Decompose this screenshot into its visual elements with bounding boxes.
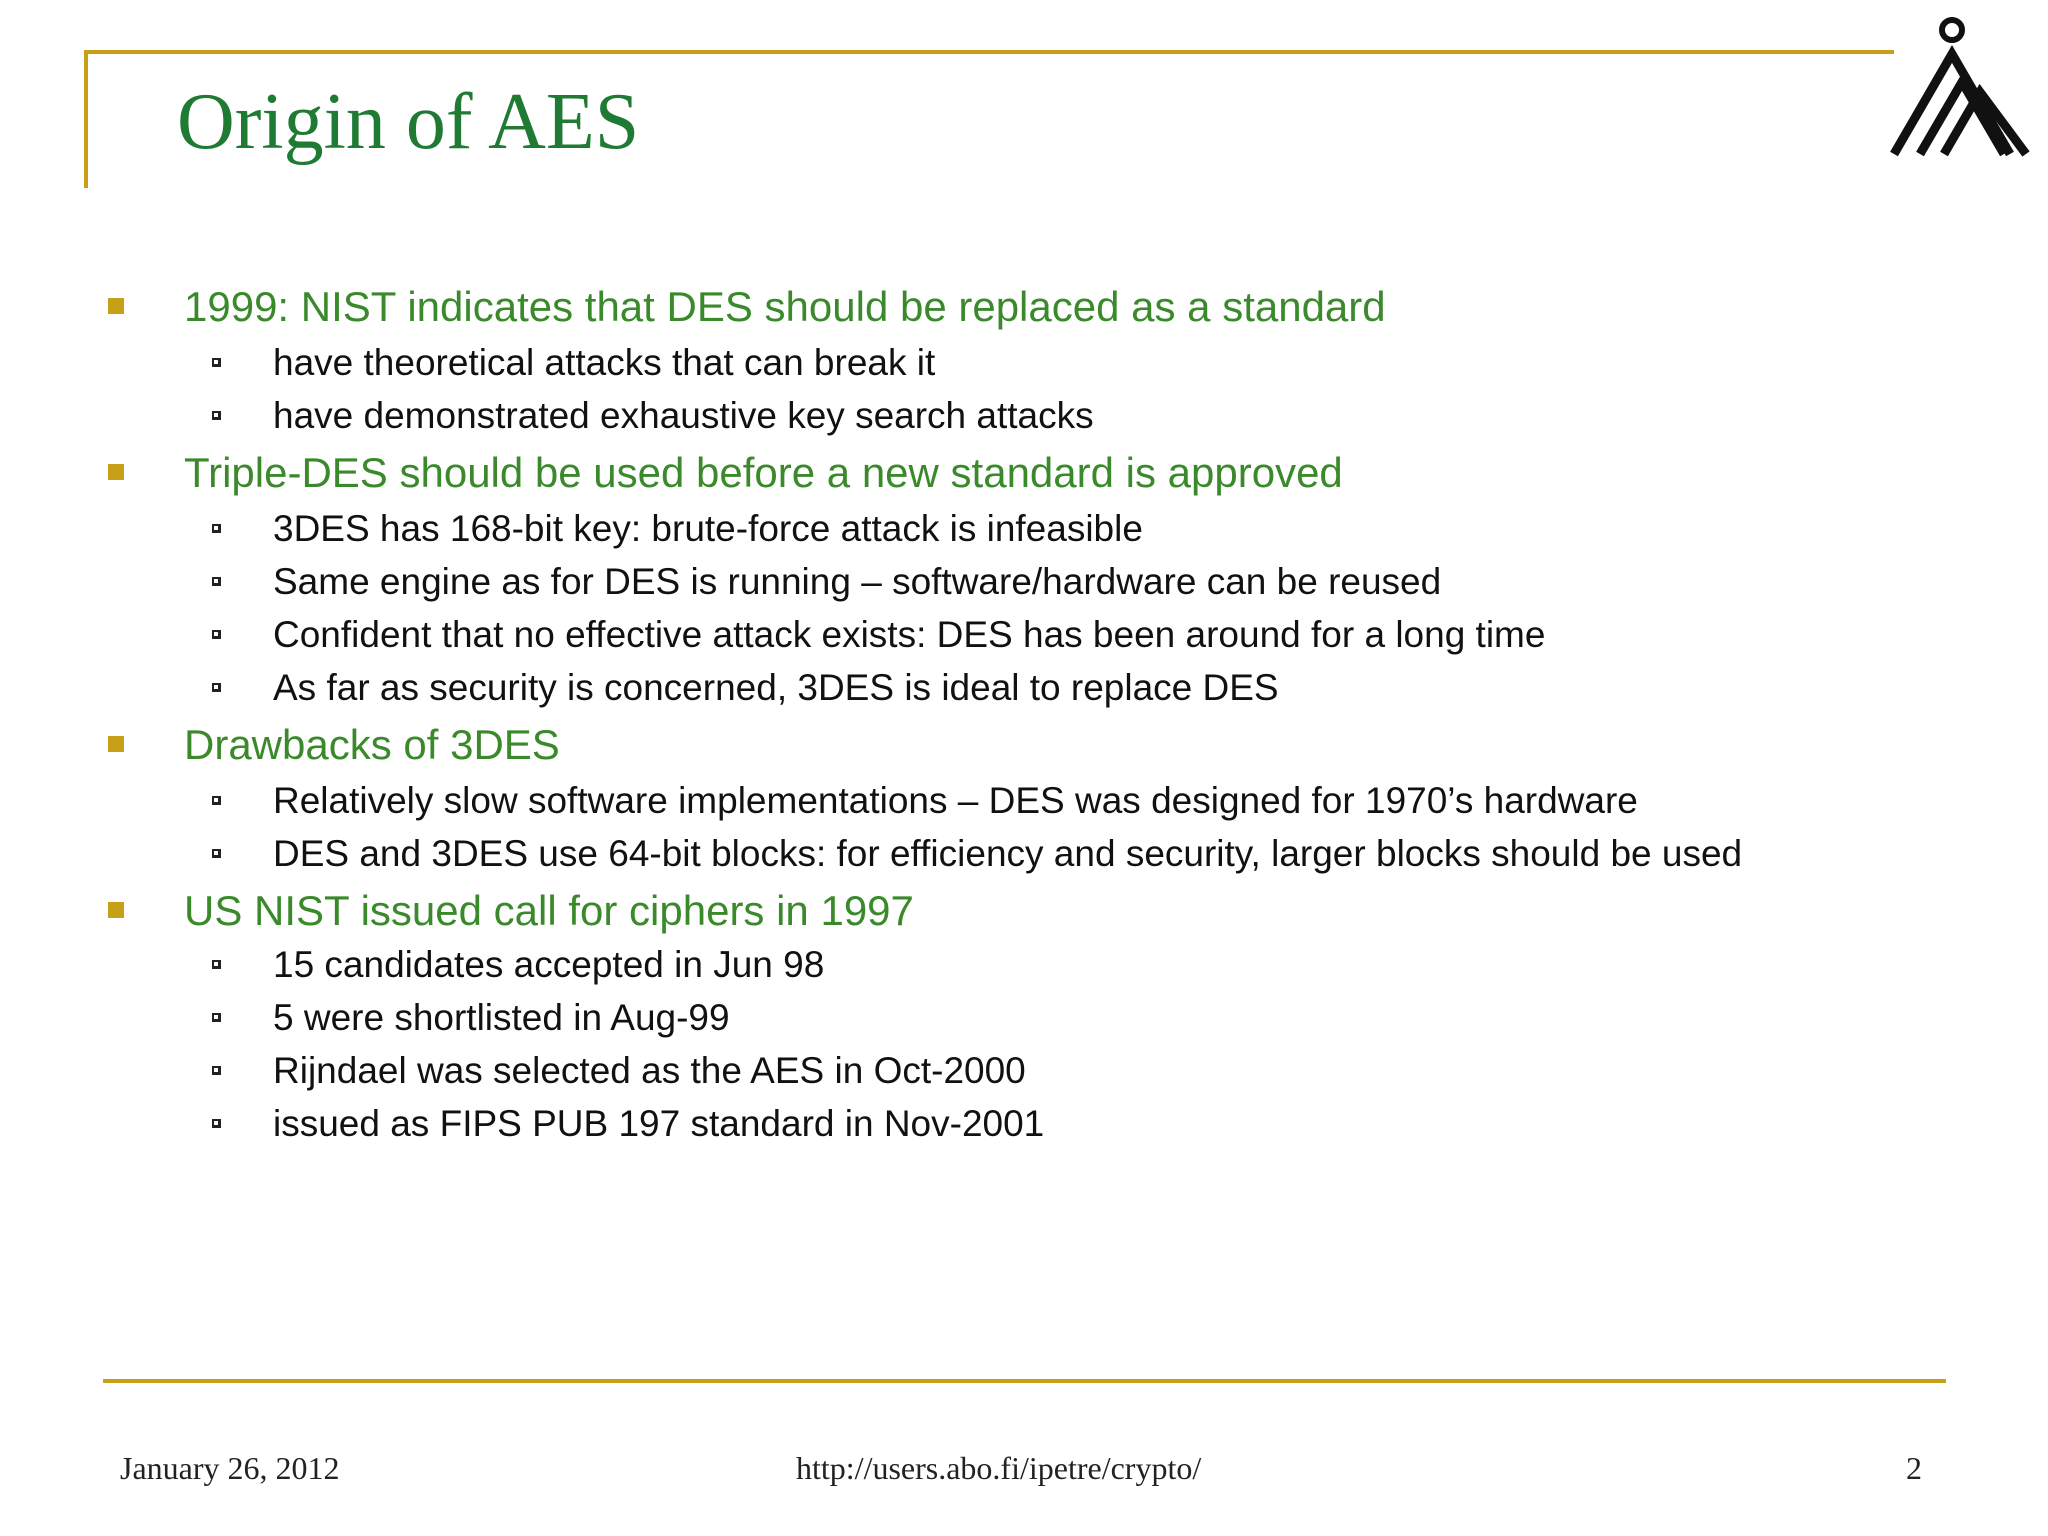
footer-url: http://users.abo.fi/ipetre/crypto/ <box>796 1450 1202 1486</box>
square-bullet-icon <box>108 736 124 752</box>
bullet-text: Drawbacks of 3DES <box>184 721 560 768</box>
checkbox-bullet-icon <box>212 358 221 367</box>
sub-bullet-text: Confident that no effective attack exists: DES has been around for a long time <box>273 614 1546 655</box>
sub-bullet-text: issued as FIPS PUB 197 standard in Nov-2001 <box>273 1103 1045 1144</box>
bullet-text: Triple-DES should be used before a new standard is approved <box>184 449 1343 496</box>
checkbox-bullet-icon <box>212 683 221 692</box>
checkbox-bullet-icon <box>212 411 221 420</box>
sub-bullet-text: Relatively slow software implementations – DES was designed for 1970’s hardware <box>273 780 1638 821</box>
bullet-text: US NIST issued call for ciphers in 1997 <box>184 887 914 934</box>
abo-akademi-logo-icon <box>1890 14 2030 159</box>
sub-bullet-text: Rijndael was selected as the AES in Oct-2000 <box>273 1050 1026 1091</box>
sub-bullet-text: have demonstrated exhaustive key search attacks <box>273 395 1094 436</box>
footer-date: January 26, 2012 <box>120 1450 340 1486</box>
header-divider-top <box>84 50 1894 54</box>
slide-title: Origin of AES <box>177 78 640 166</box>
sub-bullet-text: DES and 3DES use 64-bit blocks: for efficiency and security, larger blocks should be used <box>273 833 1743 874</box>
checkbox-bullet-icon <box>212 524 221 533</box>
checkbox-bullet-icon <box>212 796 221 805</box>
checkbox-bullet-icon <box>212 577 221 586</box>
checkbox-bullet-icon <box>212 1013 221 1022</box>
square-bullet-icon <box>108 464 124 480</box>
checkbox-bullet-icon <box>212 1119 221 1128</box>
square-bullet-icon <box>108 298 124 314</box>
square-bullet-icon <box>108 902 124 918</box>
sub-bullet-text: Same engine as for DES is running – software/hardware can be reused <box>273 561 1442 602</box>
checkbox-bullet-icon <box>212 849 221 858</box>
checkbox-bullet-icon <box>212 630 221 639</box>
checkbox-bullet-icon <box>212 960 221 969</box>
sub-bullet-text: As far as security is concerned, 3DES is ideal to replace DES <box>273 667 1279 708</box>
footer-divider <box>103 1379 1946 1383</box>
sub-bullet-text: 3DES has 168-bit key: brute-force attack is infeasible <box>273 508 1143 549</box>
bullet-text: 1999: NIST indicates that DES should be replaced as a standard <box>184 283 1386 330</box>
sub-bullet-text: 5 were shortlisted in Aug-99 <box>273 997 730 1038</box>
header-divider-left <box>84 50 88 188</box>
sub-bullet-text: have theoretical attacks that can break it <box>273 342 936 383</box>
checkbox-bullet-icon <box>212 1066 221 1075</box>
sub-bullet-text: 15 candidates accepted in Jun 98 <box>273 944 825 985</box>
page-number: 2 <box>1906 1450 1922 1486</box>
